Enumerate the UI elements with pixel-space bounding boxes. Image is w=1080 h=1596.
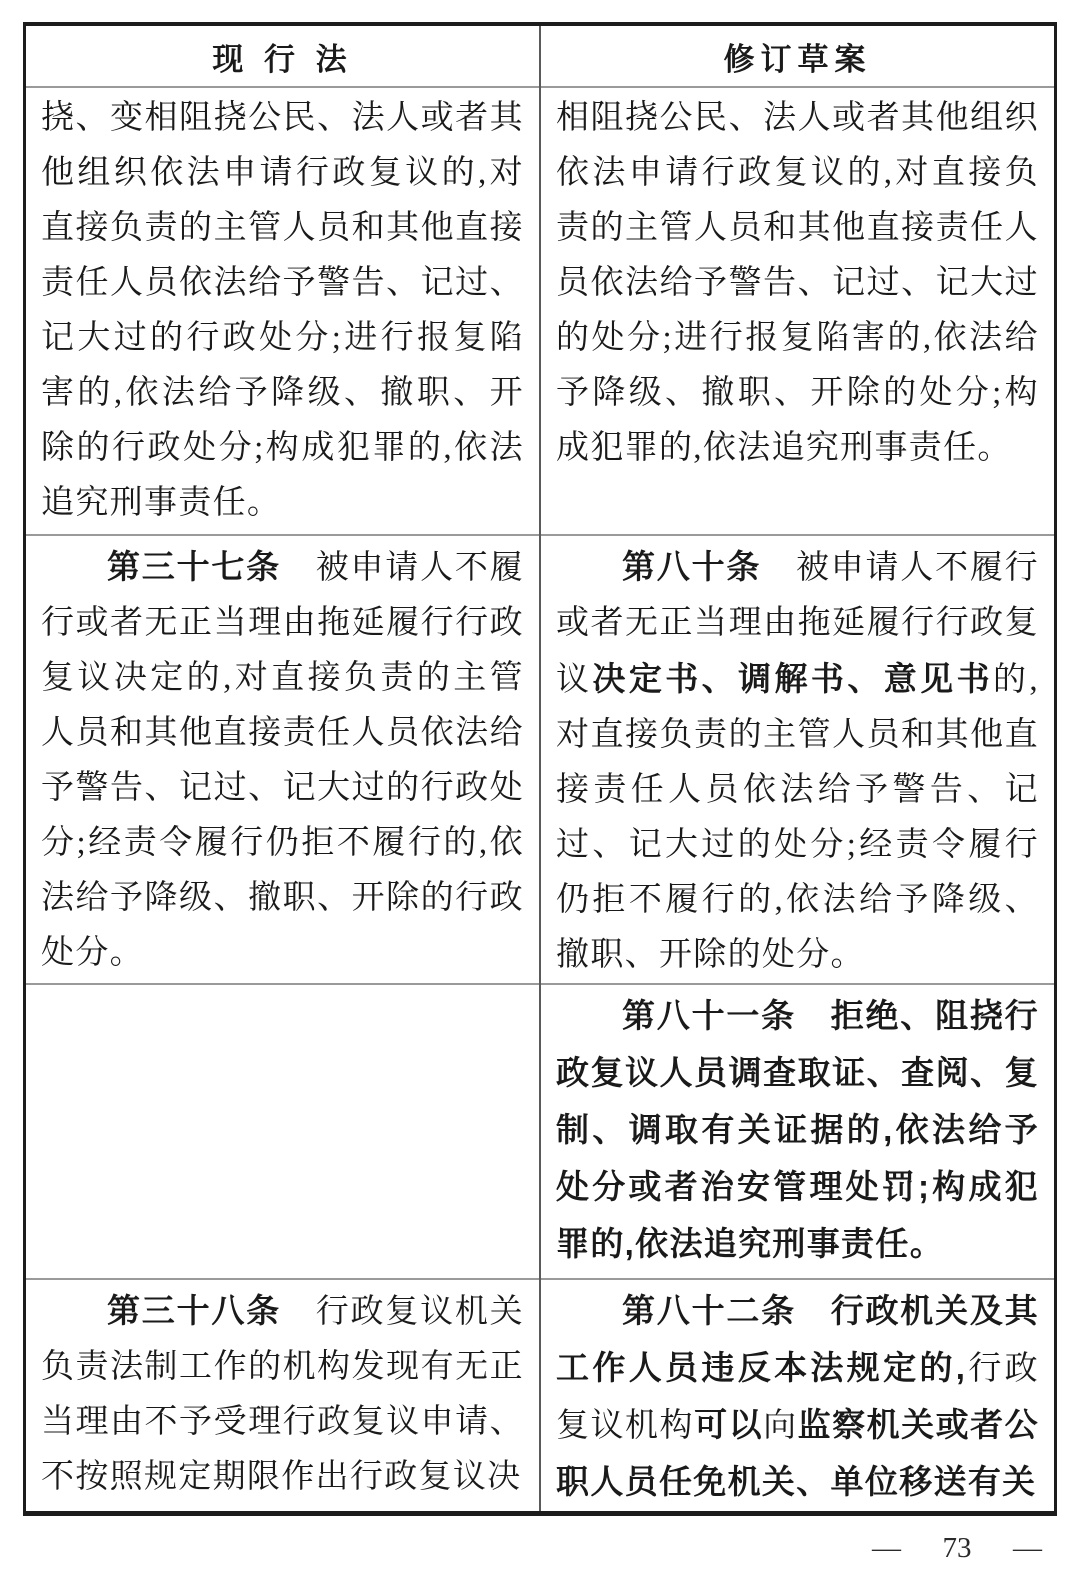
cell-draft-article-82 — [556, 1283, 1039, 1511]
cell-current-law-continued — [41, 91, 524, 534]
cell-current-law-article-38 — [41, 1283, 524, 1511]
paragraph — [556, 91, 1039, 476]
text-segment: 向 — [763, 1408, 798, 1444]
bold-text-segment: 第八十条 — [622, 548, 762, 585]
bold-text-segment: 第八十一条 拒绝、阻挠行政复议人员调查取证、查阅、复制、调取有关证据的,依法给予处分或者治安管理处罚;构成犯罪的,依法追究刑事责任。 — [556, 997, 1039, 1262]
paragraph — [556, 1283, 1039, 1511]
table-row — [25, 535, 1056, 984]
text-segment: 被申请人不履行或者无正当理由拖延履行行政复议决定的,对直接负责的主管人员和其他直接责任人员依法给予警告、记过、记大过的行政处分;经责令履行仍拒不履行的,依法给予降级、撤职、开除的行政处分。 — [41, 550, 524, 971]
bold-text-segment: 决定书、调解书、意见书 — [592, 660, 993, 697]
table-row — [25, 87, 1056, 535]
cell-draft-article-81 — [556, 988, 1039, 1278]
text-segment: 的,对直接负责的主管人员和其他直接责任人员依法给予警告、记过、记大过的处分;经责令履行仍拒不履行的,依法给予降级、撤职、开除的处分。 — [556, 662, 1039, 973]
text-segment: 行政复议机构 — [556, 1351, 1039, 1444]
bold-text-segment: 可以 — [694, 1406, 764, 1443]
footer-left-dash: — — [872, 1532, 901, 1564]
header-revision-draft: 修订草案 — [540, 24, 1056, 87]
text-segment: 相阻挠公民、法人或者其他组织依法申请行政复议的,对直接负责的主管人员和其他直接责任人员依法给予警告、记过、记大过的处分;进行报复陷害的,依法给予降级、撤职、开除的处分;构成犯罪的,依法追究刑事责任。 — [556, 100, 1039, 466]
paragraph — [41, 91, 524, 531]
bold-text-segment: 监察机关或者公职人员任免机关、单位移送有关 — [556, 1406, 1039, 1500]
cell-draft-article-80 — [556, 539, 1039, 983]
table-header-row — [25, 24, 1056, 87]
table-row — [25, 1279, 1056, 1514]
page-number: 73 — [942, 1532, 972, 1564]
header-current-law: 现 行 法 — [212, 41, 353, 77]
footer-right-dash: — — [1013, 1532, 1042, 1564]
paragraph — [41, 539, 524, 981]
law-comparison-table — [23, 22, 1057, 1516]
text-segment: 行政复议机关负责法制工作的机构发现有无正当理由不予受理行政复议申请、不按照规定期限作出行政复议决 — [41, 1294, 524, 1495]
text-segment: 挠、变相阻挠公民、法人或者其他组织依法申请行政复议的,对直接负责的主管人员和其他直接责任人员依法给予警告、记过、记大过的行政处分;进行报复陷害的,依法给予降级、撤职、开除的行政处分;构成犯罪的,依法追究刑事责任。 — [41, 100, 524, 521]
bold-text-segment: 第三十八条 — [107, 1292, 281, 1329]
cell-current-law-empty — [41, 988, 524, 1278]
bold-text-segment: 第三十七条 — [107, 548, 281, 585]
bold-text-segment: 行政机关及其工作人员违反本法规定的, — [556, 1292, 1039, 1386]
cell-current-law-article-37 — [41, 539, 524, 983]
text-segment: 被申请人不履行或者无正当理由拖延履行行政复议 — [556, 550, 1039, 698]
text-segment — [796, 1294, 831, 1330]
paragraph — [41, 1283, 524, 1505]
table-row — [25, 984, 1056, 1279]
paragraph — [556, 539, 1039, 983]
bold-text-segment: 第八十二条 — [622, 1292, 796, 1329]
paragraph — [556, 988, 1039, 1273]
cell-draft-continued — [556, 91, 1039, 534]
page-number-footer — [872, 1532, 1042, 1565]
